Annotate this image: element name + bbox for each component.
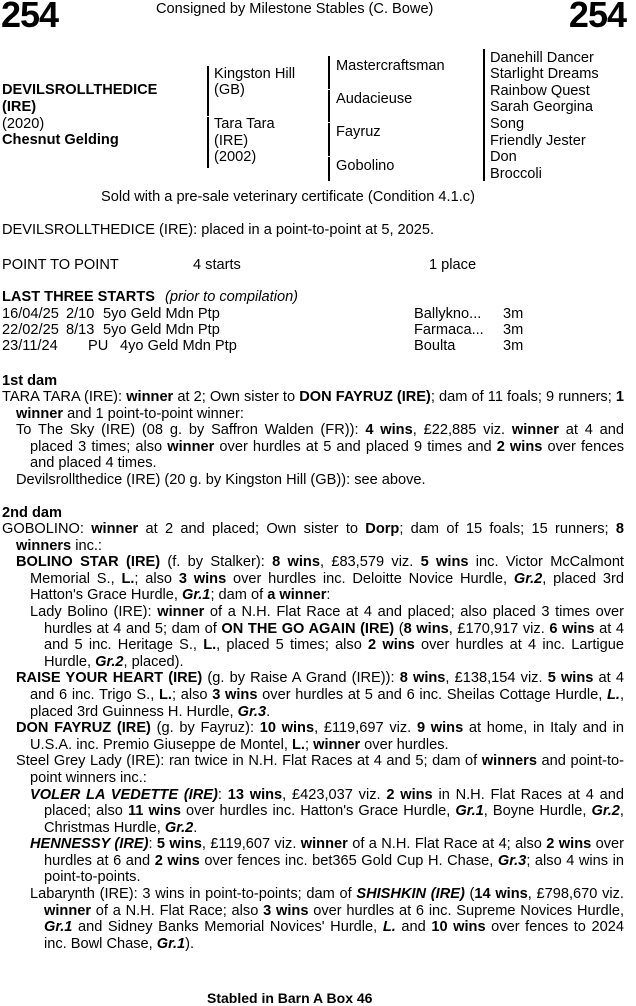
last-three-table (2, 306, 542, 354)
dam-dam: Gobolino (336, 158, 395, 174)
race-date: 23/11/24 (2, 338, 58, 354)
race-date: 22/02/25 (2, 322, 59, 338)
g3-7: Don (490, 149, 517, 165)
second-dam-text (2, 521, 624, 952)
sire-sire: Mastercraftsman (336, 58, 445, 74)
race-position: PU (88, 338, 109, 354)
race-row (2, 306, 542, 322)
race-row (2, 322, 542, 338)
race-distance: 3m (503, 338, 524, 354)
first-dam-heading: 1st dam (2, 373, 58, 389)
p2p-places: 1 place (429, 257, 477, 273)
race-type: 5yo Geld Mdn Ptp (103, 306, 220, 322)
produce-paragraph: RAISE YOUR HEART (IRE) (g. by Raise A Grand (IRE)): 8 wins, £138,154 viz. 5 wins at 4 and 6 inc. Trigo S., L.; also 3 wins over hurdles at 5 and 6 inc. Sheilas Cottage Hurdle, L., placed 3rd Guinness H. Hurdle, Gr.3. (16, 670, 624, 720)
horse-country: (IRE) (2, 99, 37, 115)
produce-paragraph: DON FAYRUZ (IRE) (g. by Fayruz): 10 wins, £119,697 viz. 9 wins at home, in Italy and in U.S.A. inc. Premio Giuseppe de Montel, L.; winner over hurdles. (16, 720, 624, 753)
race-type: 4yo Geld Mdn Ptp (120, 338, 237, 354)
dam-year: (2002) (214, 149, 257, 165)
last-three-note: (prior to compilation) (165, 289, 299, 305)
produce-paragraph: Steel Grey Lady (IRE): ran twice in N.H. Flat Races at 4 and 5; dam of winners and point-to-point winners inc.: (16, 753, 624, 786)
pedigree-bracket-sire (207, 66, 209, 116)
produce-paragraph: HENNESSY (IRE): 5 wins, £119,607 viz. winner of a N.H. Flat Race at 4; also 2 wins over hurdles at 6 and 2 wins over fences inc. bet365 Gold Cup H. Chase, Gr.3; also 4 wins in point-to-points. (30, 836, 625, 886)
lot-number-left: 254 (1, 0, 59, 35)
race-course: Farmaca... (414, 322, 484, 338)
g3-5: Song (490, 116, 525, 132)
second-dam-heading: 2nd dam (2, 505, 63, 521)
last-three-heading: LAST THREE STARTS (2, 289, 155, 305)
produce-paragraph: VOLER LA VEDETTE (IRE): 13 wins, £423,037 viz. 2 wins in N.H. Flat Races at 4 and placed; also 11 wins over hurdles inc. Hatton's Grace Hurdle, Gr.1, Boyne Hurdle, Gr.2, Christmas Hurdle, Gr.2. (30, 786, 625, 836)
last-three-heading-row (2, 289, 298, 305)
dam-paragraph: GOBOLINO: winner at 2 and placed; Own sister to Dorp; dam of 15 foals; 15 runners; 8 winners inc.: (2, 521, 624, 554)
lot-number-right: 254 (568, 0, 626, 35)
sire-country: (GB) (214, 82, 245, 98)
g3-1: Danehill Dancer (490, 50, 594, 66)
horse-year: (2020) (2, 116, 45, 132)
consignor: Consigned by Milestone Stables (C. Bowe) (156, 1, 434, 17)
g3-6: Friendly Jester (490, 133, 586, 149)
g3-2: Starlight Dreams (490, 66, 599, 82)
race-course: Ballykno... (414, 306, 482, 322)
sire-dam: Audacieuse (336, 91, 413, 107)
produce-paragraph: BOLINO STAR (IRE) (f. by Stalker): 8 wins, £83,579 viz. 5 wins inc. Victor McCalmont Memorial S., L.; also 3 wins over hurdles inc. Deloitte Novice Hurdle, Gr.2, placed 3rd Hatton's Grace Hurdle, Gr.1; dam of a winner: (16, 554, 625, 604)
g3-3: Rainbow Quest (490, 83, 590, 99)
horse-name: DEVILSROLLTHEDICE (2, 82, 158, 98)
p2p-label: POINT TO POINT (2, 257, 119, 273)
stabling-footer: Stabled in Barn A Box 46 (207, 990, 373, 1006)
pedigree-bracket-g2-4 (328, 157, 330, 181)
race-distance: 3m (503, 322, 524, 338)
first-dam-text (2, 389, 624, 489)
pedigree-bracket-g2-2 (328, 90, 330, 122)
race-date: 16/04/25 (2, 306, 59, 322)
produce-paragraph: Labarynth (IRE): 3 wins in point-to-points; dam of SHISHKIN (IRE) (14 wins, £798,670 viz. winner of a N.H. Flat Race; also 3 wins over hurdles at 6 inc. Supreme Novices Hurdle, Gr.1 and Sidney Banks Memorial Novices' Hurdle, L. and 10 wins over fences to 2024 inc. Bowl Chase, Gr.1). (30, 886, 624, 952)
p2p-starts: 4 starts (193, 257, 241, 273)
race-type: 5yo Geld Mdn Ptp (103, 322, 220, 338)
summary: DEVILSROLLTHEDICE (IRE): placed in a point-to-point at 5, 2025. (2, 222, 435, 238)
race-position: 2/10 (66, 306, 95, 322)
dam-sire: Fayruz (336, 124, 381, 140)
vet-note: Sold with a pre-sale veterinary certificate (Condition 4.1.c) (101, 189, 475, 205)
sire-name: Kingston Hill (214, 66, 296, 82)
race-course: Boulta (414, 338, 456, 354)
dam-name: Tara Tara (214, 116, 275, 132)
dam-paragraph: TARA TARA (IRE): winner at 2; Own sister to DON FAYRUZ (IRE); dam of 11 foals; 9 runners; 1 winner and 1 point-to-point winner: (2, 389, 624, 422)
pedigree-bracket-dam (207, 117, 209, 168)
dam-country: (IRE) (214, 133, 249, 149)
g3-8: Broccoli (490, 166, 542, 182)
pedigree-bracket-g3 (483, 49, 485, 181)
produce-paragraph: To The Sky (IRE) (08 g. by Saffron Walden (FR)): 4 wins, £22,885 viz. winner at 4 and placed 3 times; also winner over hurdles at 5 and placed 9 times and 2 wins over fences and placed 4 times. (16, 422, 624, 472)
g3-4: Sarah Georgina (490, 99, 594, 115)
horse-description: Chesnut Gelding (2, 132, 119, 148)
race-row (2, 338, 542, 354)
produce-paragraph: Devilsrollthedice (IRE) (20 g. by Kingston Hill (GB)): see above. (16, 471, 426, 488)
pedigree-bracket-g2-1 (328, 56, 330, 89)
pedigree-bracket-g2-3 (328, 123, 330, 156)
race-distance: 3m (503, 306, 524, 322)
produce-paragraph: Lady Bolino (IRE): winner of a N.H. Flat Race at 4 and placed; also placed 3 times over hurdles at 4 and 5; dam of ON THE GO AGAIN (IRE) (8 wins, £170,917 viz. 6 wins at 4 and 5 inc. Heritage S., L., placed 5 times; also 2 wins over hurdles at 4 inc. Lartigue Hurdle, Gr.2, placed). (30, 603, 625, 670)
race-position: 8/13 (66, 322, 95, 338)
